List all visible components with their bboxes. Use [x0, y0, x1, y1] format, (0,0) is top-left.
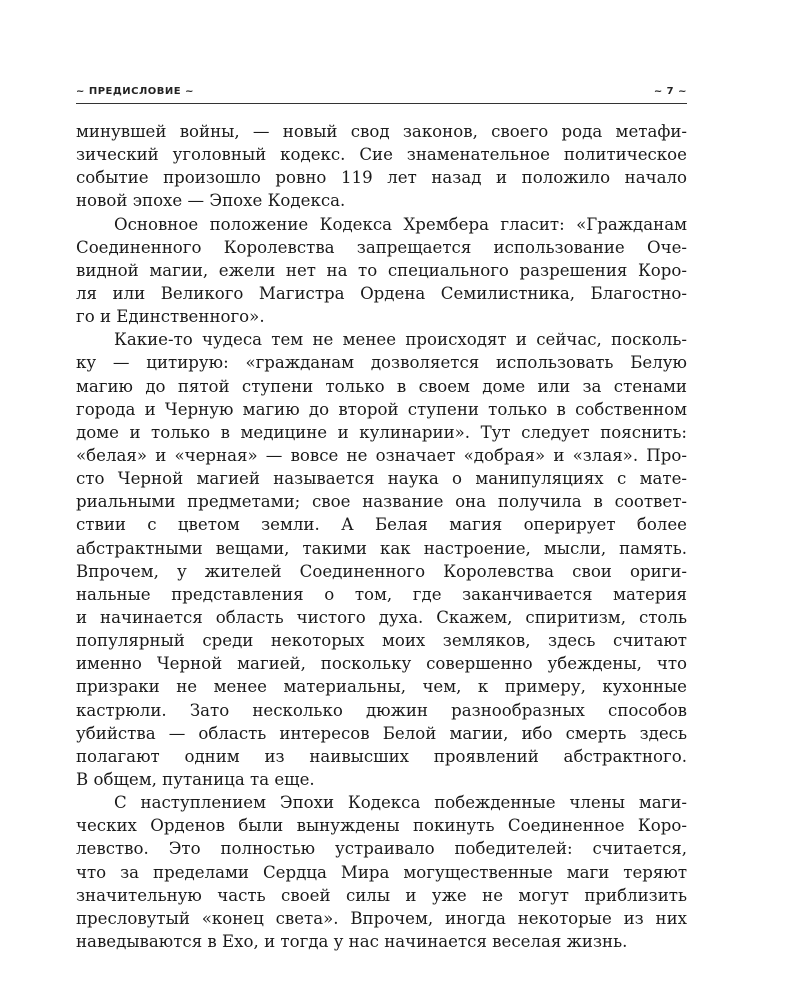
text-line: абстрактными вещами, такими как настроение, мысли, память. — [76, 538, 687, 558]
text-line: значительную часть своей силы и уже не могут приблизить — [76, 885, 687, 905]
paragraph — [76, 120, 687, 213]
text-line: ческих Орденов были вынуждены покинуть Соединенное Коро- — [76, 816, 687, 836]
text-line: событие произошло ровно 119 лет назад и положило начало — [76, 168, 687, 188]
text-line: новой эпохе — Эпохе Кодекса. — [76, 191, 346, 211]
text-line: призраки не менее материальны, чем, к примеру, кухонные — [76, 677, 687, 697]
text-line: сто Черной магией называется наука о манипуляциях с мате- — [76, 469, 687, 489]
text-line: го и Единственного». — [76, 307, 265, 327]
text-line: города и Черную магию до второй ступени только в собственном — [76, 399, 687, 419]
text-line: С наступлением Эпохи Кодекса побежденные члены маги- — [114, 793, 687, 813]
text-line: Впрочем, у жителей Соединенного Королевства свои ориги- — [76, 561, 687, 581]
page-number: ~ 7 ~ — [653, 86, 687, 97]
text-line: левство. Это полностью устраивало победителей: считается, — [76, 839, 687, 859]
text-line: популярный среди некоторых моих земляков, здесь считают — [76, 631, 687, 651]
paragraph — [76, 791, 687, 953]
running-head-section: ~ ПРЕДИСЛОВИЕ ~ — [76, 86, 194, 97]
text-line: Какие-то чудеса тем не менее происходят и сейчас, посколь- — [114, 330, 687, 350]
text-line: Соединенного Королевства запрещается использование Оче- — [76, 237, 687, 257]
text-line: убийства — область интересов Белой магии, ибо смерть здесь — [76, 723, 687, 743]
text-line: В общем, путаница та еще. — [76, 769, 315, 789]
text-line: наведываются в Ехо, и тогда у нас начинается веселая жизнь. — [76, 931, 628, 951]
text-line: пресловутый «конец света». Впрочем, иногда некоторые из них — [76, 908, 687, 928]
paragraph — [76, 213, 687, 329]
text-line: «белая» и «черная» — вовсе не означает «добрая» и «злая». Про- — [76, 445, 687, 465]
text-line: ку — цитирую: «гражданам дозволяется использовать Белую — [76, 353, 687, 373]
text-line: минувшей войны, — новый свод законов, своего рода метафи- — [76, 122, 687, 141]
paragraph — [76, 328, 687, 791]
text-line: зический уголовный кодекс. Сие знаменательное политическое — [76, 145, 687, 165]
text-line: риальными предметами; свое название она получила в соответ- — [76, 492, 687, 512]
running-head — [76, 86, 687, 100]
body-text — [76, 120, 687, 953]
text-line: именно Черной магией, поскольку совершенно убеждены, что — [76, 654, 687, 674]
header-rule — [76, 103, 687, 104]
text-line: кастрюли. Зато несколько дюжин разнообразных способов — [76, 700, 687, 720]
text-line: нальные представления о том, где заканчивается материя — [76, 584, 687, 604]
text-line: доме и только в медицине и кулинарии». Тут следует пояснить: — [76, 422, 687, 442]
text-line: видной магии, ежели нет на то специального разрешения Коро- — [76, 260, 687, 280]
text-line: магию до пятой ступени только в своем доме или за стенами — [76, 376, 687, 396]
text-line: ствии с цветом земли. А Белая магия оперирует более — [76, 515, 687, 535]
text-line: Основное положение Кодекса Хрембера гласит: «Гражданам — [114, 214, 687, 234]
text-line: и начинается область чистого духа. Скажем, спиритизм, столь — [76, 607, 687, 627]
text-line: что за пределами Сердца Мира могущественные маги теряют — [76, 862, 687, 882]
text-line: ля или Великого Магистра Ордена Семилистника, Благостно- — [76, 283, 687, 303]
text-line: полагают одним из наивысших проявлений абстрактного. — [76, 746, 687, 766]
